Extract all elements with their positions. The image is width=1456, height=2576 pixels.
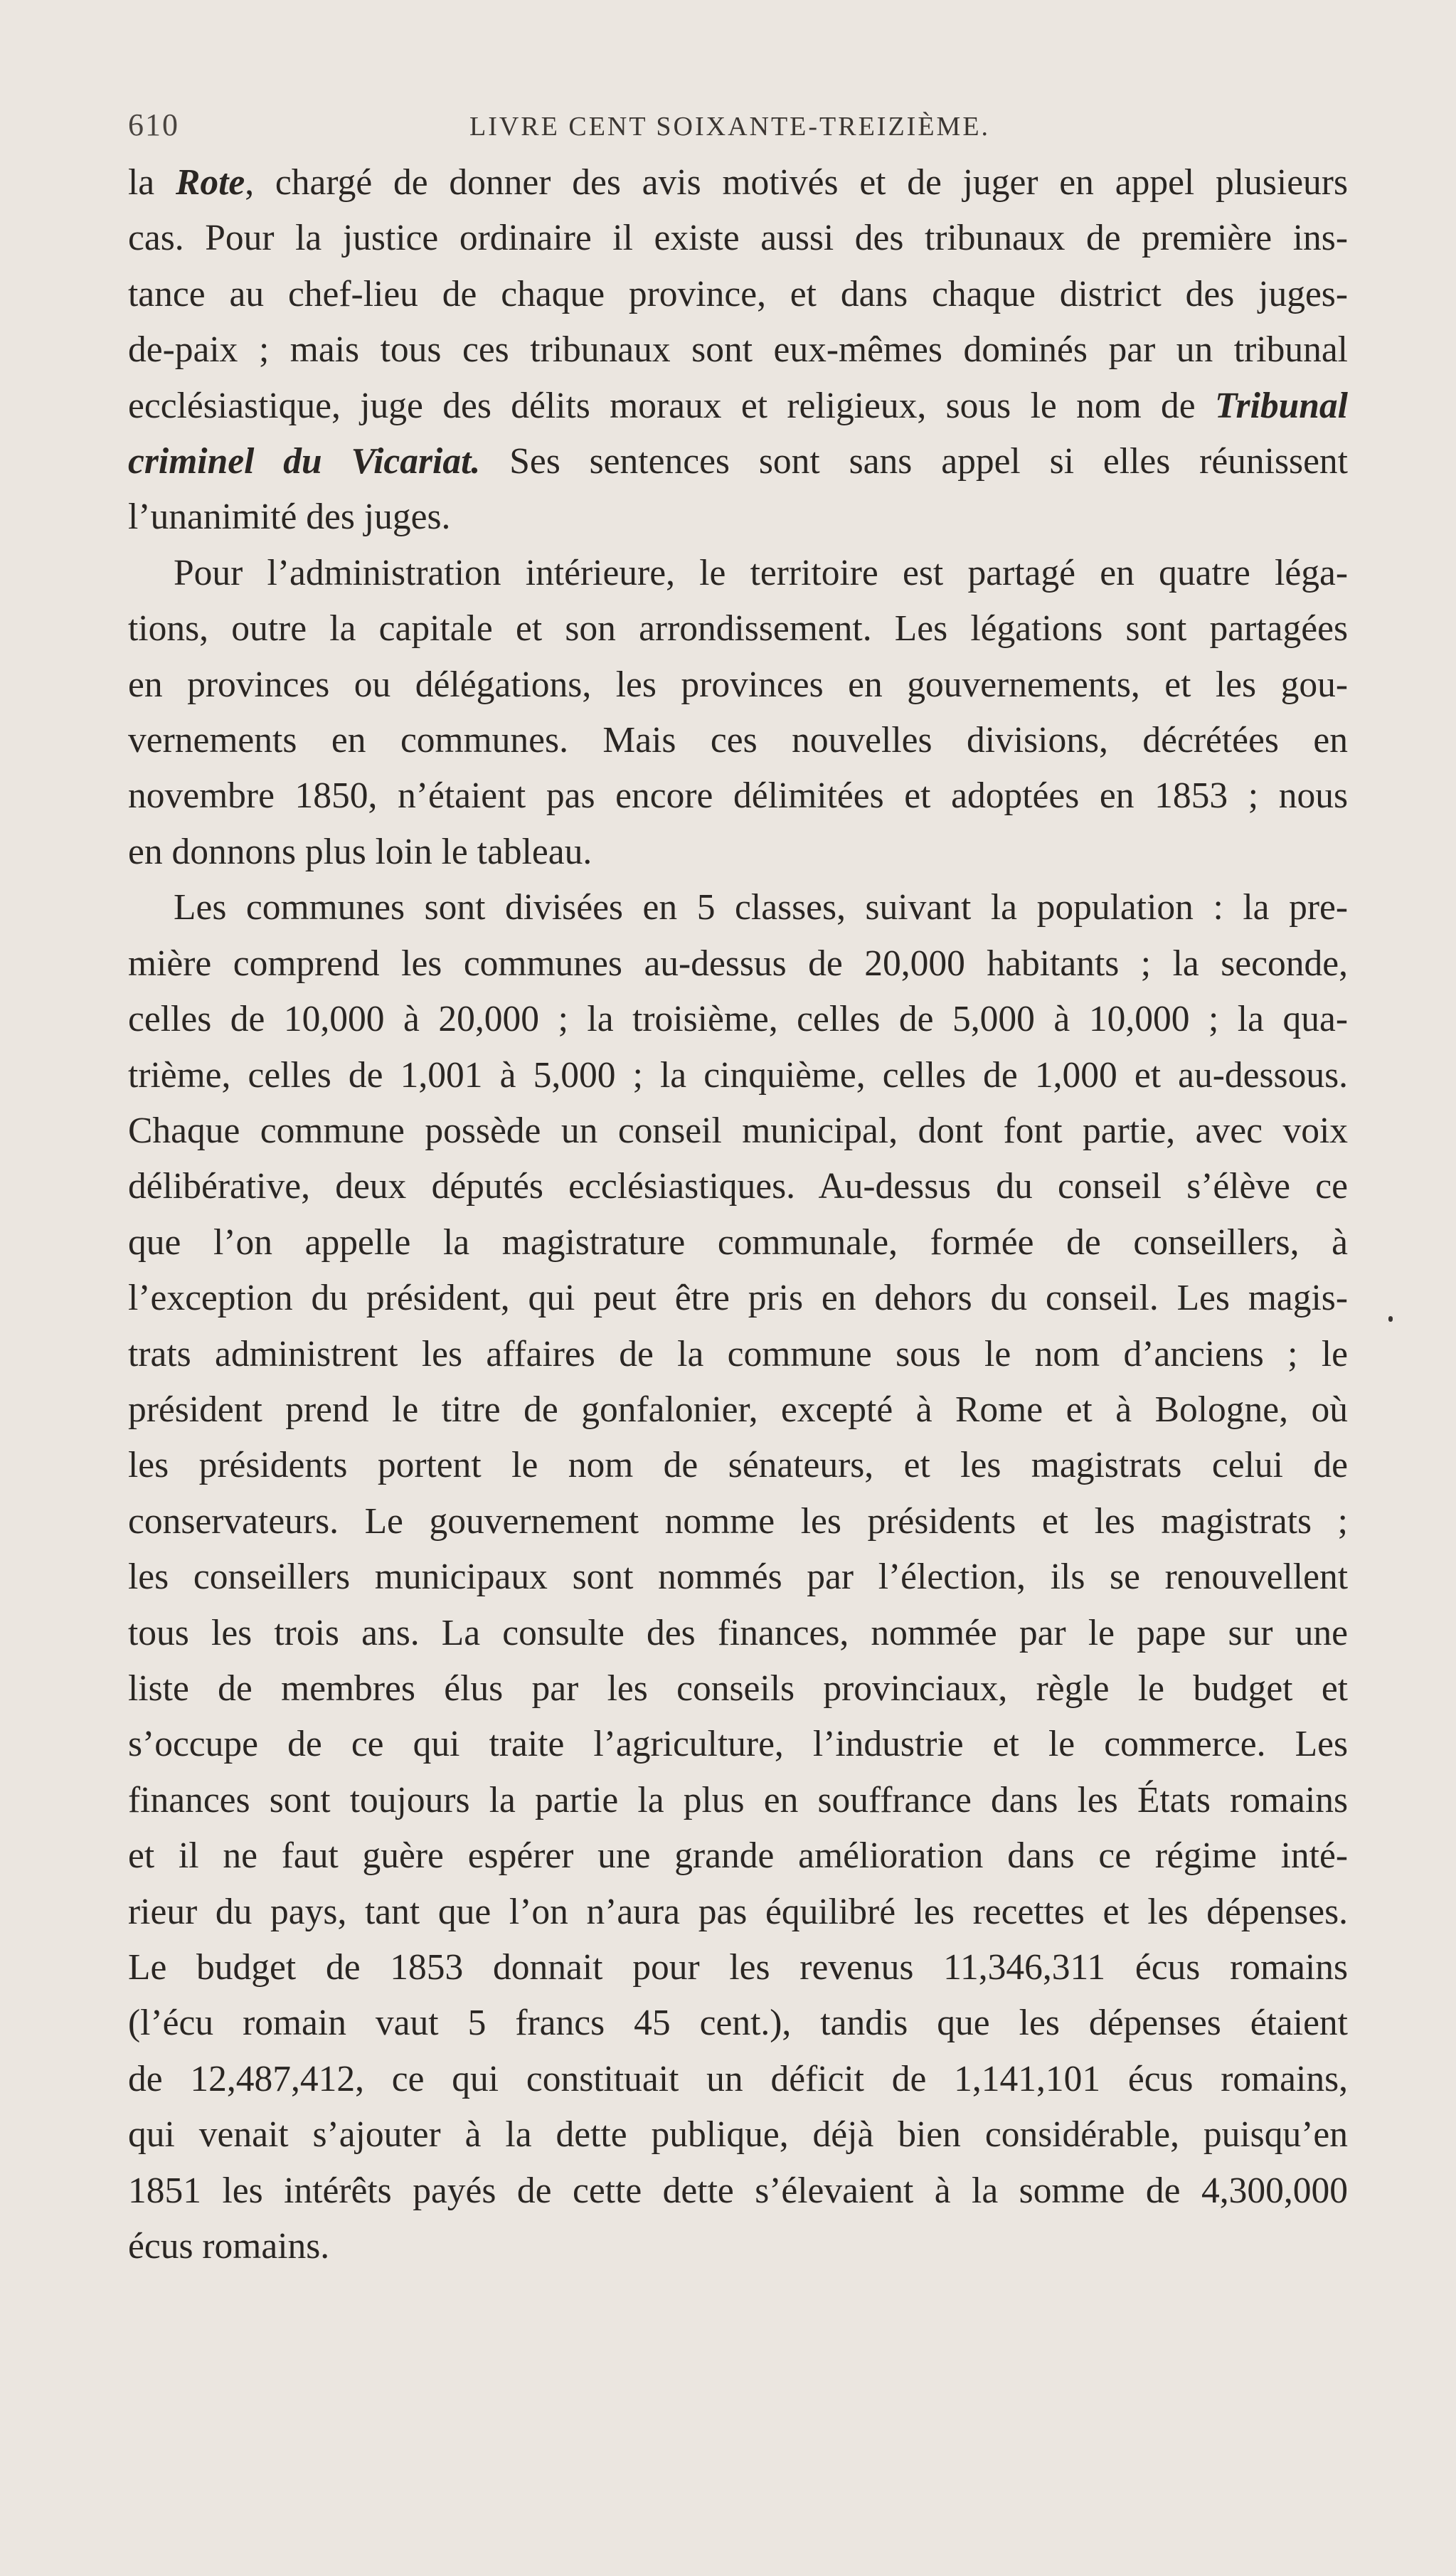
text-run: s’occupe de ce qui traite l’agriculture, l’industrie et le commerce. Les [128,1724,1348,1765]
page-header [128,85,1348,149]
text-run: mière comprend les communes au-dessus de 20,000 habitants ; la seconde, [128,943,1348,984]
text-line [128,1773,1348,1828]
text-run: trième, celles de 1,001 à 5,000 ; la cinquième, celles de 1,000 et au-dessous. [128,1054,1348,1096]
text-run: Le budget de 1853 donnait pour les revenus 11,346,311 écus romains [128,1947,1348,1988]
text-line [128,601,1348,657]
text-run: l’unanimité des juges. [128,497,451,538]
text-run: ecclésiastique, juge des délits moraux et religieux, sous le nom de [128,385,1215,426]
paragraph [128,880,1348,2274]
text-line [128,825,1348,880]
text-line [128,992,1348,1047]
text-line [128,1271,1348,1326]
text-run: cas. Pour la justice ordinaire il existe aussi des tribunaux de première ins- [128,218,1348,259]
text-run: de-paix ; mais tous ces tribunaux sont eux-mêmes dominés par un tribunal [128,329,1348,371]
text-run: de 12,487,412, ce qui constituait un déficit de 1,141,101 écus romains, [128,2058,1348,2099]
text-line [128,936,1348,992]
text-run: l’exception du président, qui peut être pris en dehors du conseil. Les magis- [128,1278,1348,1319]
text-run: que l’on appelle la magistrature communale, formée de conseillers, à [128,1221,1348,1263]
text-run: tance au chef-lieu de chaque province, et dans chaque district des juges- [128,273,1348,314]
text-run: la [128,162,176,203]
text-run: Les communes sont divisées en 5 classes, suivant la population : la pre- [174,887,1348,928]
text-run: liste de membres élus par les conseils provinciaux, règle le budget et [128,1668,1348,1709]
text-run: 1851 les intérêts payés de cette dette s’élevaient à la somme de 4,300,000 [128,2170,1348,2211]
text-line [128,489,1348,545]
text-run: délibérative, deux députés ecclésiastiques. Au-dessus du conseil s’élève ce [128,1166,1348,1207]
text-run: tous les trois ans. La consulte des finances, nommée par le pape sur une [128,1612,1348,1653]
italic-run: Rote [175,162,245,203]
text-run: tions, outre la capitale et son arrondissement. Les légations sont partagées [128,608,1348,650]
text-line [128,880,1348,935]
text-run: (l’écu romain vaut 5 francs 45 cent.), tandis que les dépenses étaient [128,2003,1348,2044]
text-run: en provinces ou délégations, les provinces en gouvernements, et les gou- [128,664,1348,705]
text-line [128,2107,1348,2163]
ink-speck [1388,1316,1393,1322]
text-run: qui venait s’ajouter à la dette publique, déjà bien considérable, puisqu’en [128,2114,1348,2156]
text-run: rieur du pays, tant que l’on n’aura pas équilibré les recettes et les dépenses. [128,1891,1348,1932]
text-run: novembre 1850, n’étaient pas encore délimitées et adoptées en 1853 ; nous [128,775,1348,817]
text-run: celles de 10,000 à 20,000 ; la troisième, celles de 5,000 à 10,000 ; la qua- [128,999,1348,1040]
running-head: LIVRE CENT SOIXANTE-TREIZIÈME. [469,112,991,142]
text-line [128,1828,1348,1884]
text-line [128,1382,1348,1438]
text-line [128,657,1348,713]
text-run: président prend le titre de gonfalonier, excepté à Rome et à Bologne, où [128,1389,1348,1430]
text-line [128,768,1348,824]
paragraph [128,155,1348,546]
text-line [128,155,1348,211]
text-line [128,211,1348,266]
text-line [128,434,1348,489]
italic-run: Tribunal [1215,385,1348,426]
text-run: finances sont toujours la partie la plus en souffrance dans les États romains [128,1779,1348,1820]
page-number: 610 [128,107,179,142]
text-line [128,1549,1348,1605]
book-page [128,85,1348,2274]
text-run: et il ne faut guère espérer une grande amélioration dans ce régime inté- [128,1835,1348,1877]
text-run: les conseillers municipaux sont nommés par l’élection, ils se renouvellent [128,1557,1348,1598]
text-line [128,1606,1348,1661]
text-run: les présidents portent le nom de sénateurs, et les magistrats celui de [128,1445,1348,1486]
text-line [128,1327,1348,1382]
text-line [128,1048,1348,1103]
text-line [128,713,1348,768]
text-line [128,2052,1348,2107]
text-line [128,2219,1348,2274]
text-line [128,1438,1348,1493]
text-run: trats administrent les affaires de la commune sous le nom d’anciens ; le [128,1333,1348,1374]
text-line [128,378,1348,434]
body-text [128,155,1348,2274]
text-run: Chaque commune possède un conseil municipal, dont font partie, avec voix [128,1110,1348,1151]
paragraph [128,546,1348,880]
text-run: , chargé de donner des avis motivés et de juger en appel plusieurs [245,162,1348,203]
text-run: vernements en communes. Mais ces nouvelles divisions, décrétées en [128,720,1348,761]
text-line [128,1885,1348,1940]
text-line [128,1159,1348,1214]
text-line [128,1940,1348,1995]
text-run: Pour l’administration intérieure, le territoire est partagé en quatre léga- [174,552,1348,593]
text-line [128,1717,1348,1772]
text-line [128,2163,1348,2219]
text-line [128,1494,1348,1549]
text-run: en donnons plus loin le tableau. [128,831,593,872]
text-line [128,1103,1348,1159]
text-line [128,1995,1348,2051]
text-line [128,267,1348,322]
text-run: Ses sentences sont sans appel si elles réunissent [480,441,1348,482]
text-run: écus romains. [128,2226,330,2267]
text-line [128,1661,1348,1717]
italic-run: criminel du Vicariat. [128,441,481,482]
text-run: conservateurs. Le gouvernement nomme les présidents et les magistrats ; [128,1500,1348,1542]
text-line [128,1215,1348,1271]
text-line [128,546,1348,601]
text-line [128,322,1348,378]
